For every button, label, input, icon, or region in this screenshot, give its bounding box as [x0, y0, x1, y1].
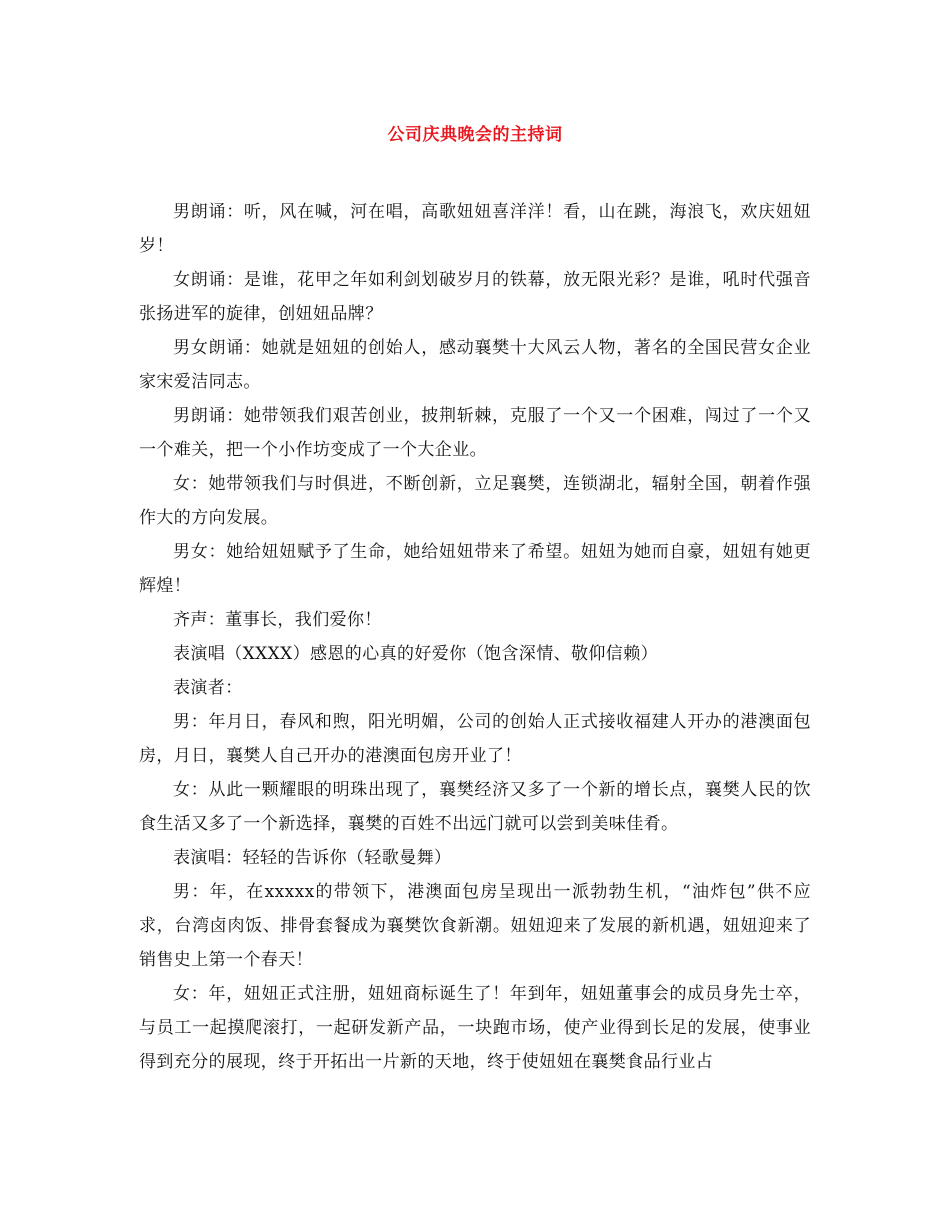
paragraph-performance-2: 表演唱：轻轻的告诉你（轻歌曼舞） — [173, 848, 452, 868]
paragraph-chorus: 齐声：董事长，我们爱你！ — [173, 610, 382, 630]
paragraph-male-2: 男：年，在xxxxx的带领下，港澳面包房呈现出一派勃勃生机，“油炸包”供不应求，台湾卤肉饭、排骨套餐成为襄樊饮食新潮。妞妞迎来了发展的新机遇，妞妞迎来了销售史上第一个春天！ — [139, 882, 811, 970]
paragraph-female-1: 女：她带领我们与时俱进，不断创新，立足襄樊，连锁湖北，辐射全国，朝着作强作大的方向发展。 — [139, 474, 811, 528]
paragraph-male-1: 男：年月日，春风和煦，阳光明媚，公司的创始人正式接收福建人开办的港澳面包房，月日，襄樊人自己开办的港澳面包房开业了！ — [139, 712, 811, 766]
paragraph-female-recite-1: 女朗诵：是谁，花甲之年如利剑划破岁月的铁幕，放无限光彩？是谁，吼时代强音张扬进军的旋律，创妞妞品牌？ — [139, 270, 811, 324]
paragraph-performance-1: 表演唱（XXXX）感恩的心真的好爱你（饱含深情、敬仰信赖） — [173, 644, 659, 664]
paragraph-duet-recite: 男女朗诵：她就是妞妞的创始人，感动襄樊十大风云人物，著名的全国民营女企业家宋爱洁同志。 — [139, 338, 811, 392]
paragraph-male-recite-1: 男朗诵：听，风在喊，河在唱，高歌妞妞喜洋洋！看，山在跳，海浪飞，欢庆妞妞岁！ — [139, 202, 811, 256]
paragraph-performers: 表演者： — [173, 678, 243, 698]
paragraph-female-3: 女：年，妞妞正式注册，妞妞商标诞生了！年到年，妞妞董事会的成员身先士卒，与员工一起摸爬滚打，一起研发新产品，一块跑市场，使产业得到长足的发展，使事业得到充分的展现，终于开拓出一片新的天地，终于使妞妞在襄樊食品行业占 — [139, 984, 811, 1072]
paragraph-female-2: 女：从此一颗耀眼的明珠出现了，襄樊经济又多了一个新的增长点，襄樊人民的饮食生活又多了一个新选择，襄樊的百姓不出远门就可以尝到美味佳肴。 — [139, 780, 811, 834]
paragraph-male-recite-2: 男朗诵：她带领我们艰苦创业，披荆斩棘，克服了一个又一个困难，闯过了一个又一个难关，把一个小作坊变成了一个大企业。 — [139, 406, 811, 460]
document-title: 公司庆典晚会的主持词 — [387, 125, 563, 145]
document-body — [139, 195, 811, 1079]
paragraph-male-female-1: 男女：她给妞妞赋予了生命，她给妞妞带来了希望。妞妞为她而自豪，妞妞有她更辉煌！ — [139, 542, 811, 596]
